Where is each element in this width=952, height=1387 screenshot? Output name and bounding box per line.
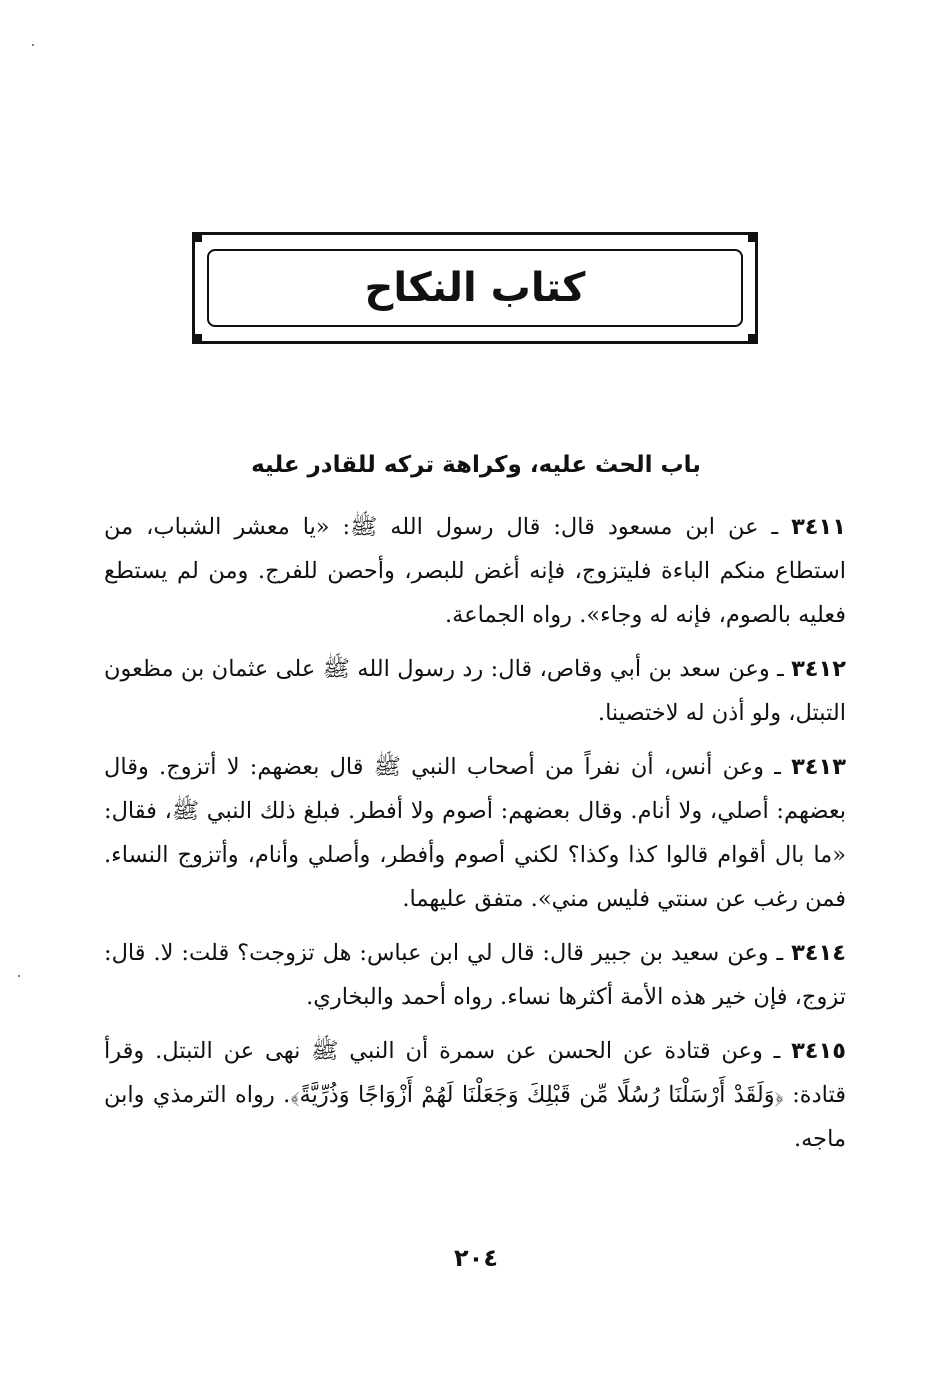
scan-speck [32,44,34,46]
hadith-text: ـ وعن سعد بن أبي وقاص، قال: رد رسول الله ﷺ على عثمان بن مظعون التبتل، ولو أذن له لاختصينا. [104,656,846,726]
scan-speck [18,975,20,977]
hadith-3412 [104,647,846,735]
frame-corner [192,334,202,344]
hadith-list [104,505,846,1171]
hadith-3413 [104,745,846,921]
hadith-3411 [104,505,846,637]
book-title: كتاب النكاح [364,265,586,311]
hadith-text: ـ وعن قتادة عن الحسن عن سمرة أن النبي ﷺ نهى عن التبتل. وقرأ قتادة: ﴿وَلَقَدْ أَرْسَلْنَا رُسُلًا مِّن قَبْلِكَ وَجَعَلْنَا لَهُمْ أَزْوَاجًا وَذُرِّيَّةً﴾. رواه الترمذي وابن ماجه. [104,1038,846,1152]
title-inner-frame [207,249,743,327]
hadith-text: ـ وعن سعيد بن جبير قال: قال لي ابن عباس: هل تزوجت؟ قلت: لا. قال: تزوج، فإن خير هذه الأمة أكثرها نساء. رواه أحمد والبخاري. [104,940,846,1010]
hadith-text: ـ وعن أنس، أن نفراً من أصحاب النبي ﷺ قال بعضهم: لا أتزوج. وقال بعضهم: أصلي، ولا أنام. وقال بعضهم: أصوم ولا أفطر. فبلغ ذلك النبي ﷺ، فقال: «ما بال أقوام قالوا كذا وكذا؟ لكني أصوم وأفطر، وأصلي وأنام، وأتزوج النساء. فمن رغب عن سنتي فليس مني». متفق عليهما. [104,754,846,912]
hadith-number: ٣٤١٥ [791,1038,846,1064]
hadith-3414 [104,931,846,1019]
hadith-number: ٣٤١٢ [791,656,847,682]
hadith-text: ـ عن ابن مسعود قال: قال رسول الله ﷺ: «يا معشر الشباب، من استطاع منكم الباءة فليتزوج، فإنه أغض للبصر، وأحصن للفرج. ومن لم يستطع فعليه بالصوم، فإنه له وجاء». رواه الجماعة. [104,514,846,628]
title-frame [192,232,758,344]
hadith-number: ٣٤١١ [791,514,846,540]
hadith-3415 [104,1029,846,1161]
chapter-heading: باب الحث عليه، وكراهة تركه للقادر عليه [251,452,701,478]
hadith-number: ٣٤١٤ [791,940,846,966]
frame-corner [748,232,758,242]
hadith-number: ٣٤١٣ [791,754,847,780]
page-number: ٢٠٤ [454,1244,498,1272]
